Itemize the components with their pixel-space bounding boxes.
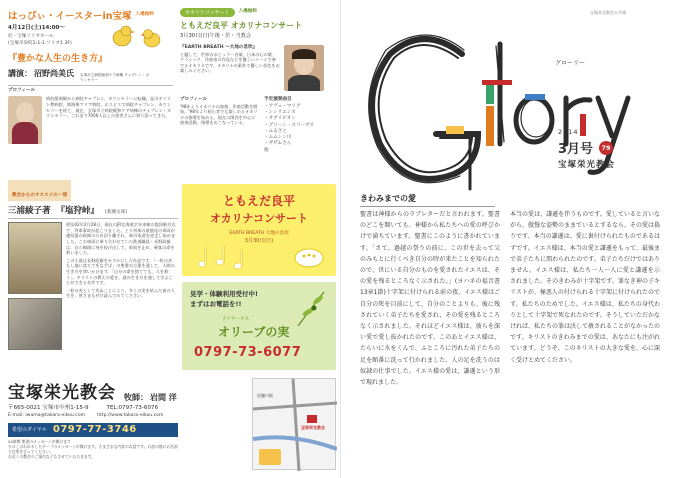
church-tel[interactable]: TEL:0797-73-6076: [106, 405, 159, 411]
ocarina-concert-section: [180, 8, 335, 178]
easter-lecture-title: 『豊かな人生の生き方』: [8, 54, 108, 64]
church-address: 〒665-0021 宝塚市中州1-15-9: [8, 405, 89, 411]
program-item: 他: [264, 147, 269, 153]
ocarina-profile-text: '98年よりオカリナの演奏、作曲活動を開始。'98年より初心者でも楽しめるオカリナの指導を始める。現在は関西を中心に演奏活動、指導をおこなっている。: [180, 103, 258, 126]
easter-profile-text: 病院薬剤師から病院チャプレン、カウンセラーに転職。淀川キリスト教病院、姫路聖マリア病院、ホスピスで病院チャプレン、カウンセラーを経て、現在、宝塚市立病院緩和ケア病棟のチャプレン・カウンセラー。これまで7000人以上の患者さんに寄り添ってきた。: [46, 96, 172, 119]
article-column-2: 本当の愛は、謙遜を伴うものです。愛していると言いながら、傲慢な姿勢のままでいるとするなら、その愛は偽りです。本当の謙遜は、愛に裏付けられたものであるはずです。イエス様は、本当の愛と謙遜をもって、最後まで弟子たちに関わられたのです。弟子たちだけではありません。イエス様は、私たち一人一人に愛と謙遜を示されました。そのきわみが十字架です。罪なき神の子キリストが、極悪人の付けられる十字架に付けられたのです。私たちのためでした。イエス様は、私たちの身代わりとして十字架で死なれたのです。そうしていただかなければ、私たちの罪は決して赦されることがなかったのです。キリストのきわみまでの愛は、あなたにも注がれています。どうぞ、このキリストの大きな愛を、心に深く受けとめてください。: [510, 211, 661, 364]
speaker-photo: [8, 96, 42, 144]
church-email[interactable]: E-mail: iwama@takara-eikou.com: [8, 413, 86, 419]
performer-photo: [284, 45, 324, 91]
daycare-label: デイサービス: [222, 317, 250, 322]
book-author: 三浦綾子著: [8, 206, 51, 216]
issue-church: 宝塚栄光教会: [558, 160, 616, 170]
program-item: ・ふるさと: [264, 128, 287, 134]
book-cover-image: [8, 222, 62, 294]
ocarina-profile-label: プロフィール: [180, 97, 208, 103]
ocarina-icon: [292, 244, 326, 270]
ocarina-ad-sub: EARTH BREATH 大地の息吹: [229, 231, 289, 236]
ocarina-program-label: 予定演奏曲目: [264, 97, 292, 103]
right-page: [340, 0, 678, 478]
map-landmark-icon: [259, 449, 281, 465]
issue-year: 2014: [558, 128, 579, 136]
hope-dial-label: 希望のダイヤル: [12, 427, 47, 434]
hope-dial-phone[interactable]: 0797-77-3746: [52, 424, 137, 436]
ocarina-title: ともえだ良平 オカリナコンサート: [180, 21, 303, 30]
book-title: 『塩狩峠』: [56, 206, 100, 216]
railway-photo: [8, 298, 62, 350]
glory-logo: [350, 14, 660, 199]
program-item: ・グリーン・スリーブス: [264, 122, 315, 128]
ocarina-label: オカリナコンサート: [180, 8, 235, 17]
easter-speaker-note: 宝塚市立病院緩和ケア病棟 チャプレン・カウンセラー: [80, 73, 150, 82]
map-church-label: 宝塚栄光教会: [301, 425, 325, 430]
church-note-2: お近くの教会のご案内などもさせていただきます。: [8, 453, 96, 459]
daycare-ad-box: [182, 282, 336, 370]
ocarina-band: 『EARTH BREATH ～大地の息吹』: [180, 45, 258, 51]
book-recommend-section: [8, 180, 178, 375]
program-item: ・シシリエンヌ: [264, 110, 296, 115]
chick-illustration-icon: [108, 20, 168, 54]
pastor-name: 岩間 洋: [150, 393, 177, 402]
ocarina-ad-box: [182, 184, 336, 276]
program-item: ・ザザムさん: [264, 141, 292, 147]
program-item: ・アヴェ・マリア: [264, 103, 301, 109]
pastor-label: 牧師：: [124, 393, 148, 402]
easter-title: はっぴぃ・イースターin宝塚: [8, 11, 132, 22]
daycare-phone[interactable]: 0797-73-6077: [194, 345, 302, 360]
issue-month: 3月号: [558, 142, 594, 157]
ocarina-badge: 入場無料: [238, 9, 257, 15]
ocarina-ad-title-1: ともえだ良平: [222, 194, 295, 208]
olive-branch-icon: [294, 288, 328, 332]
easter-place-note: (宝塚市栄町2-1-1 ソリオ1 3F): [8, 40, 72, 46]
church-map: [252, 378, 336, 470]
daycare-name: オリーブの実: [218, 325, 290, 339]
easter-speaker: 沼野尚美氏: [34, 69, 74, 78]
easter-section: [8, 8, 173, 178]
book-text-1: 明治42年2月28日、現在のJR北海道宗谷本線の塩狩駅付近で、列車事故が起こりました。上り列車の最後尾の車両が連結器の故障のため切り離され、峠の坂道を逆走し始めました。この車両に乗り合わせていた鉄道職員・長野政雄は、自ら線路に身を投げ出して、車両を止め、乗客の命を救いました。: [66, 222, 176, 256]
program-item: ・ムムシン川: [264, 135, 292, 141]
easter-speaker-label: 講演：: [8, 69, 32, 78]
article-title: きわみまでの愛: [360, 194, 416, 203]
ocarina-date: 3月30日(日)午後・於・当教会: [180, 33, 252, 39]
easter-profile-label: プロフィール: [8, 88, 36, 94]
easter-place: 於・宝塚ソリオホール: [8, 34, 54, 40]
header-note: 宝塚栄光教会の月報: [590, 10, 626, 15]
ocarina-ad-title-2: オカリナコンサート: [209, 212, 308, 225]
music-notes-icon: [194, 242, 254, 276]
logo-sub: グローリー: [555, 60, 586, 67]
daycare-line-2: まずはお電話を!!: [190, 300, 242, 308]
book-text-3: 一粒の麦として死ぬことにより、多くの実を結んだ彼の人生を、皆さまもぜひ読んでみてください。: [66, 287, 175, 299]
daycare-line-1: 見学・体験利用受付中!: [190, 290, 258, 298]
program-item: ・オブリビオン: [264, 116, 296, 122]
ocarina-text: と題して、世界のポピュラー音楽、日本の心の歌、クラシック、作曲家の作品などを優しいトーンで奏でるオカリナです。オカリナの素朴で優しい音色をお楽しみください。: [180, 51, 280, 74]
church-info-section: [8, 378, 338, 474]
book-text-2: この小説は長野政雄をモデルにした作品です。「一粒の麦もし地に落ちて死なずば」の聖書の言葉を通して、人間の生き方を問いかけます。「自分の命を捨てても、人を救う」。キリストの教えの愛を、彼の生き方を通して学ぶことができる名作です。: [66, 257, 175, 286]
church-note: ちのこのわれるしたテープのメッセージが聞けます。さまざまな内容のお話です。お話の後にお名前と住所を言ってください。: [8, 443, 178, 454]
easter-date: 4月12日(土)14:00～: [8, 25, 65, 31]
hope-dial-note: 24時間 聖書のメッセージが聞けます: [8, 438, 71, 444]
church-name: 宝塚栄光教会: [8, 383, 116, 403]
map-station-label: 逆瀬川駅: [257, 393, 273, 398]
article: [360, 193, 664, 207]
easter-badge: 入場無料: [135, 11, 154, 17]
issue-number-badge: 79: [599, 141, 613, 155]
book-publisher: [新潮文庫]: [105, 210, 127, 215]
ocarina-ad-date: 3月30日(日): [244, 238, 274, 244]
hope-dial-bar: [8, 423, 178, 437]
church-web[interactable]: http://www.takara-eikou.com: [97, 413, 164, 419]
book-section-label: 教会からのオススメの一冊: [12, 193, 68, 198]
article-column-1: 聖書は神様からのラブレターだと言われます。聖書のどこを開いても、神様から私たちへの愛の呼びかけで満ちています。聖書にこのように書かれています。「さて、過越の祭りの前に、この世を去って父のみもとに行くべき自分の時が来たことを知られたので、世にいる自分のものを愛されたイエスは、その愛を残るところなく示された。」(ヨハネの福音書13章1節)十字架に付けられる前の夜、イエス様はご自分の死を目前にして、自分のことよりも、後に残されていく弟子たちを愛され、その愛を残るところなく示されました。それほどイエス様は、彼らを深い愛で愛し抜かれたのです。このあとイエス様は、たらいに水をくんで、ふところに汚れた弟子たちの足を順番に洗って行かれました。人の足を洗うのは奴隷の仕事でした。イエス様の愛は、謙遜という形で現れました。: [360, 211, 500, 387]
